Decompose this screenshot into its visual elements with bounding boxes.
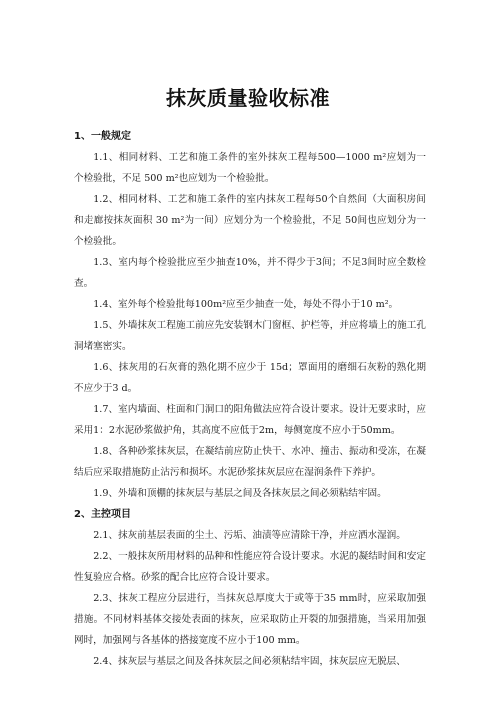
clause-1-1: 1.1、相同材料、工艺和施工条件的室外抹灰工程每500—1000 m²应划为一个检验批，不足 500 m²也应划为一个检验批。 (74, 152, 426, 184)
clause-1-7: 1.7、室内墙面、柱面和门洞口的阳角做法应符合设计要求。设计无要求时，应采用1：2水泥砂浆做护角，其高度不应低于2m，每侧宽度不应小于50mm。 (74, 404, 426, 436)
clause-1-5: 1.5、外墙抹灰工程施工前应先安装钢木门窗框、护栏等，并应将墙上的施工孔洞堵塞密实。 (74, 320, 426, 352)
clause-2-3: 2.3、抹灰工程应分层进行，当抹灰总厚度大于或等于35 mm时，应采取加强措施。不同材料基体交接处表面的抹灰，应采取防止开裂的加强措施，当采用加强网时，加强网与各基体的搭接宽度不应小于100 mm。 (74, 593, 426, 646)
clause-2-4: 2.4、抹灰层与基层之间及各抹灰层之间必须粘结牢固，抹灰层应无脱层、 (93, 656, 406, 667)
clause-2-2: 2.2、一般抹灰所用材料的品种和性能应符合设计要求。水泥的凝结时间和安定性复验应合格。砂浆的配合比应符合设计要求。 (74, 551, 426, 583)
document-body (74, 126, 426, 672)
page-title: 抹灰质量验收标准 (166, 86, 330, 110)
clause-1-9: 1.9、外墙和顶棚的抹灰层与基层之间及各抹灰层之间必须粘结牢固。 (93, 488, 387, 499)
clause-2-1: 2.1、抹灰前基层表面的尘土、污垢、油渍等应清除干净，并应洒水湿润。 (93, 530, 406, 541)
section-heading-general: 1、一般规定 (74, 131, 131, 142)
clause-1-4: 1.4、室外每个检验批每100m²应至少抽查一处，每处不得小于10 m²。 (93, 299, 399, 310)
clause-1-2: 1.2、相同材料、工艺和施工条件的室内抹灰工程每50个自然间（大面积房间和走廊按抹灰面积 30 m²为一间）应划分为一个检验批，不足 50间也应划分为一个检验批。 (74, 194, 426, 247)
section-heading-main-control: 2、主控项目 (74, 509, 131, 520)
clause-1-3: 1.3、室内每个检验批应至少抽查10%，并不得少于3间；不足3间时应全数检查。 (74, 257, 426, 289)
clause-1-6: 1.6、抹灰用的石灰膏的熟化期不应少于 15d；罩面用的磨细石灰粉的熟化期不应少于3 d。 (74, 362, 426, 394)
clause-1-8: 1.8、各种砂浆抹灰层，在凝结前应防止快干、水冲、撞击、振动和受冻，在凝结后应采取措施防止沾污和损坏。水泥砂浆抹灰层应在湿润条件下养护。 (74, 446, 426, 478)
